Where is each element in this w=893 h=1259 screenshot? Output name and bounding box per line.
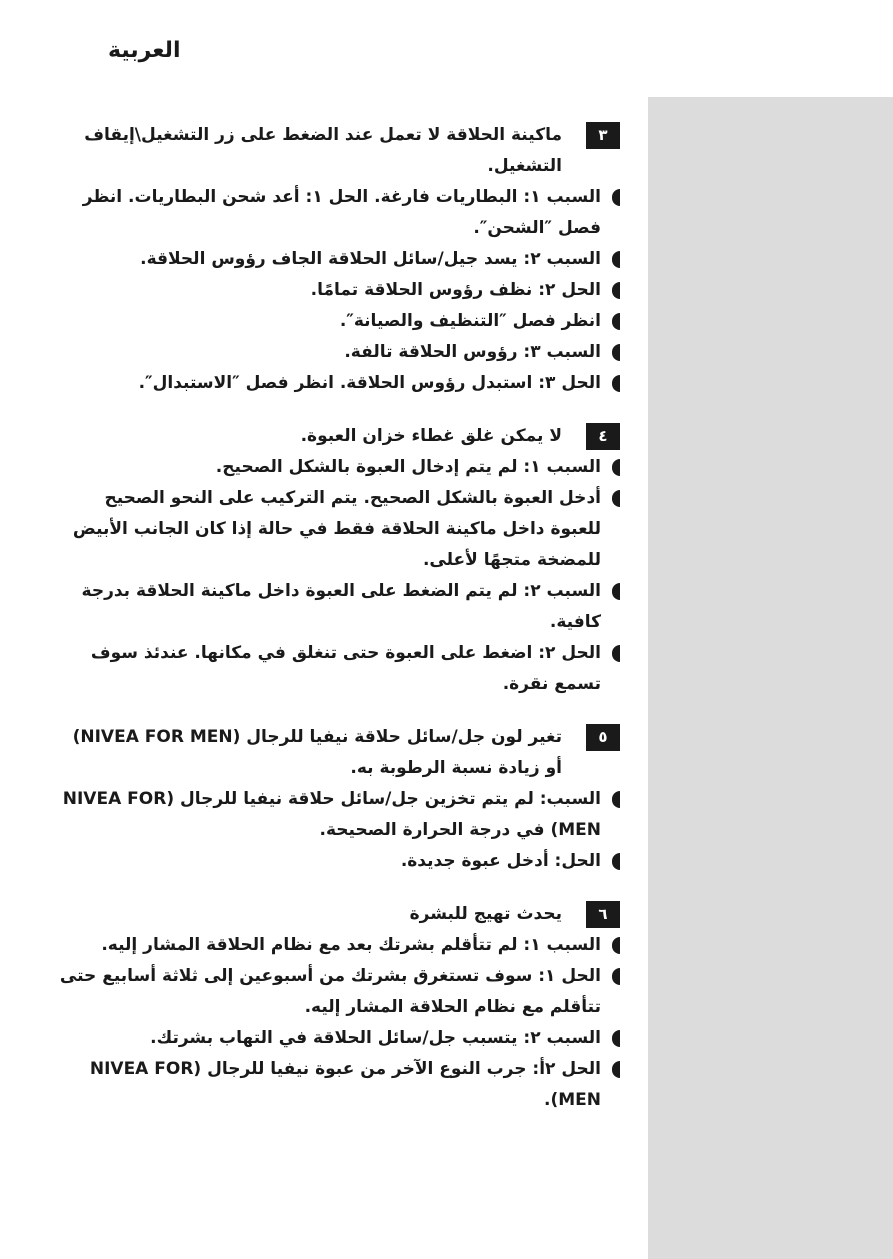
list-item [55,368,620,399]
gray-side-panel [648,97,893,1259]
list-item [55,1054,620,1116]
half-circle-bullet-icon [612,853,620,870]
list-item [55,846,620,877]
half-circle-bullet-icon [612,1030,620,1047]
list-item-text: الحل ١: سوف تستغرق بشرتك من أسبوعين إلى ثلاثة أسابيع حتى تتأقلم مع نظام الحلاقة المشار إليه. [59,966,601,1017]
list-item-text: الحل ٣: استبدل رؤوس الحلاقة. انظر فصل ″الاستبدال″. [138,373,601,393]
list-item-text: الحل ٢: نظف رؤوس الحلاقة تمامًا. [310,280,601,300]
language-title: العربية [108,38,181,63]
half-circle-bullet-icon [612,937,620,954]
list-item [55,784,620,846]
list-item [55,961,620,1023]
half-circle-bullet-icon [612,583,620,600]
half-circle-bullet-icon [612,189,620,206]
section-header [55,120,620,182]
list-item [55,638,620,700]
list-item [55,275,620,306]
section-4 [55,421,620,700]
half-circle-bullet-icon [612,313,620,330]
section-6 [55,899,620,1116]
list-item-text: انظر فصل ″التنظيف والصيانة″. [339,311,601,331]
troubleshooting-content [55,120,620,1138]
half-circle-bullet-icon [612,282,620,299]
list-item [55,306,620,337]
section-3 [55,120,620,399]
section-title: ماكينة الحلاقة لا تعمل عند الضغط على زر التشغيل\إيقاف التشغيل. [84,125,562,176]
half-circle-bullet-icon [612,968,620,985]
half-circle-bullet-icon [612,251,620,268]
section-number-box: ٥ [586,724,620,751]
list-item-text: السبب ٢: لم يتم الضغط على العبوة داخل ماكينة الحلاقة بدرجة كافية. [81,581,601,632]
half-circle-bullet-icon [612,645,620,662]
half-circle-bullet-icon [612,791,620,808]
section-number-box: ٤ [586,423,620,450]
list-item-text: السبب ١: لم تتأقلم بشرتك بعد مع نظام الحلاقة المشار إليه. [101,935,601,955]
section-header [55,899,620,930]
section-number-box: ٦ [586,901,620,928]
list-item [55,182,620,244]
section-title: لا يمكن غلق غطاء خزان العبوة. [300,426,562,446]
half-circle-bullet-icon [612,344,620,361]
list-item-text: السبب ١: لم يتم إدخال العبوة بالشكل الصحيح. [215,457,601,477]
half-circle-bullet-icon [612,459,620,476]
list-item [55,930,620,961]
list-item [55,576,620,638]
section-header [55,722,620,784]
list-item [55,483,620,576]
section-5 [55,722,620,877]
list-item-text: الحل: أدخل عبوة جديدة. [400,851,601,871]
list-item-text: السبب: لم يتم تخزين جل/سائل حلاقة نيفيا للرجال (NIVEA FOR MEN) في درجة الحرارة الصحيحة. [62,789,601,840]
list-item-text: السبب ٣: رؤوس الحلاقة تالفة. [344,342,601,362]
section-header [55,421,620,452]
section-title: يحدث تهيج للبشرة [409,904,562,924]
list-item-text: الحل ٢: اضغط على العبوة حتى تنغلق في مكانها. عندئذ سوف تسمع نقرة. [90,643,601,694]
section-number-box: ٣ [586,122,620,149]
list-item [55,337,620,368]
list-item-text: السبب ٢: يسد جيل/سائل الحلاقة الجاف رؤوس الحلاقة. [140,249,601,269]
list-item-text: أدخل العبوة بالشكل الصحيح. يتم التركيب على النحو الصحيح للعبوة داخل ماكينة الحلاقة فقط في حالة إذا كان الجانب الأبيض للمضخة متجهًا لأعلى. [72,488,601,570]
half-circle-bullet-icon [612,375,620,392]
list-item-text: السبب ٢: يتسبب جل/سائل الحلاقة في التهاب بشرتك. [150,1028,601,1048]
list-item-text: الحل ٢أ: جرب النوع الآخر من عبوة نيفيا للرجال (NIVEA FOR MEN). [89,1059,601,1110]
list-item [55,1023,620,1054]
list-item-text: السبب ١: البطاريات فارغة. الحل ١: أعد شحن البطاريات. انظر فصل ″الشحن″. [82,187,601,238]
section-title: تغير لون جل/سائل حلاقة نيفيا للرجال (NIVEA FOR MEN) أو زيادة نسبة الرطوبة به. [72,727,562,778]
half-circle-bullet-icon [612,1061,620,1078]
half-circle-bullet-icon [612,490,620,507]
list-item [55,244,620,275]
list-item [55,452,620,483]
